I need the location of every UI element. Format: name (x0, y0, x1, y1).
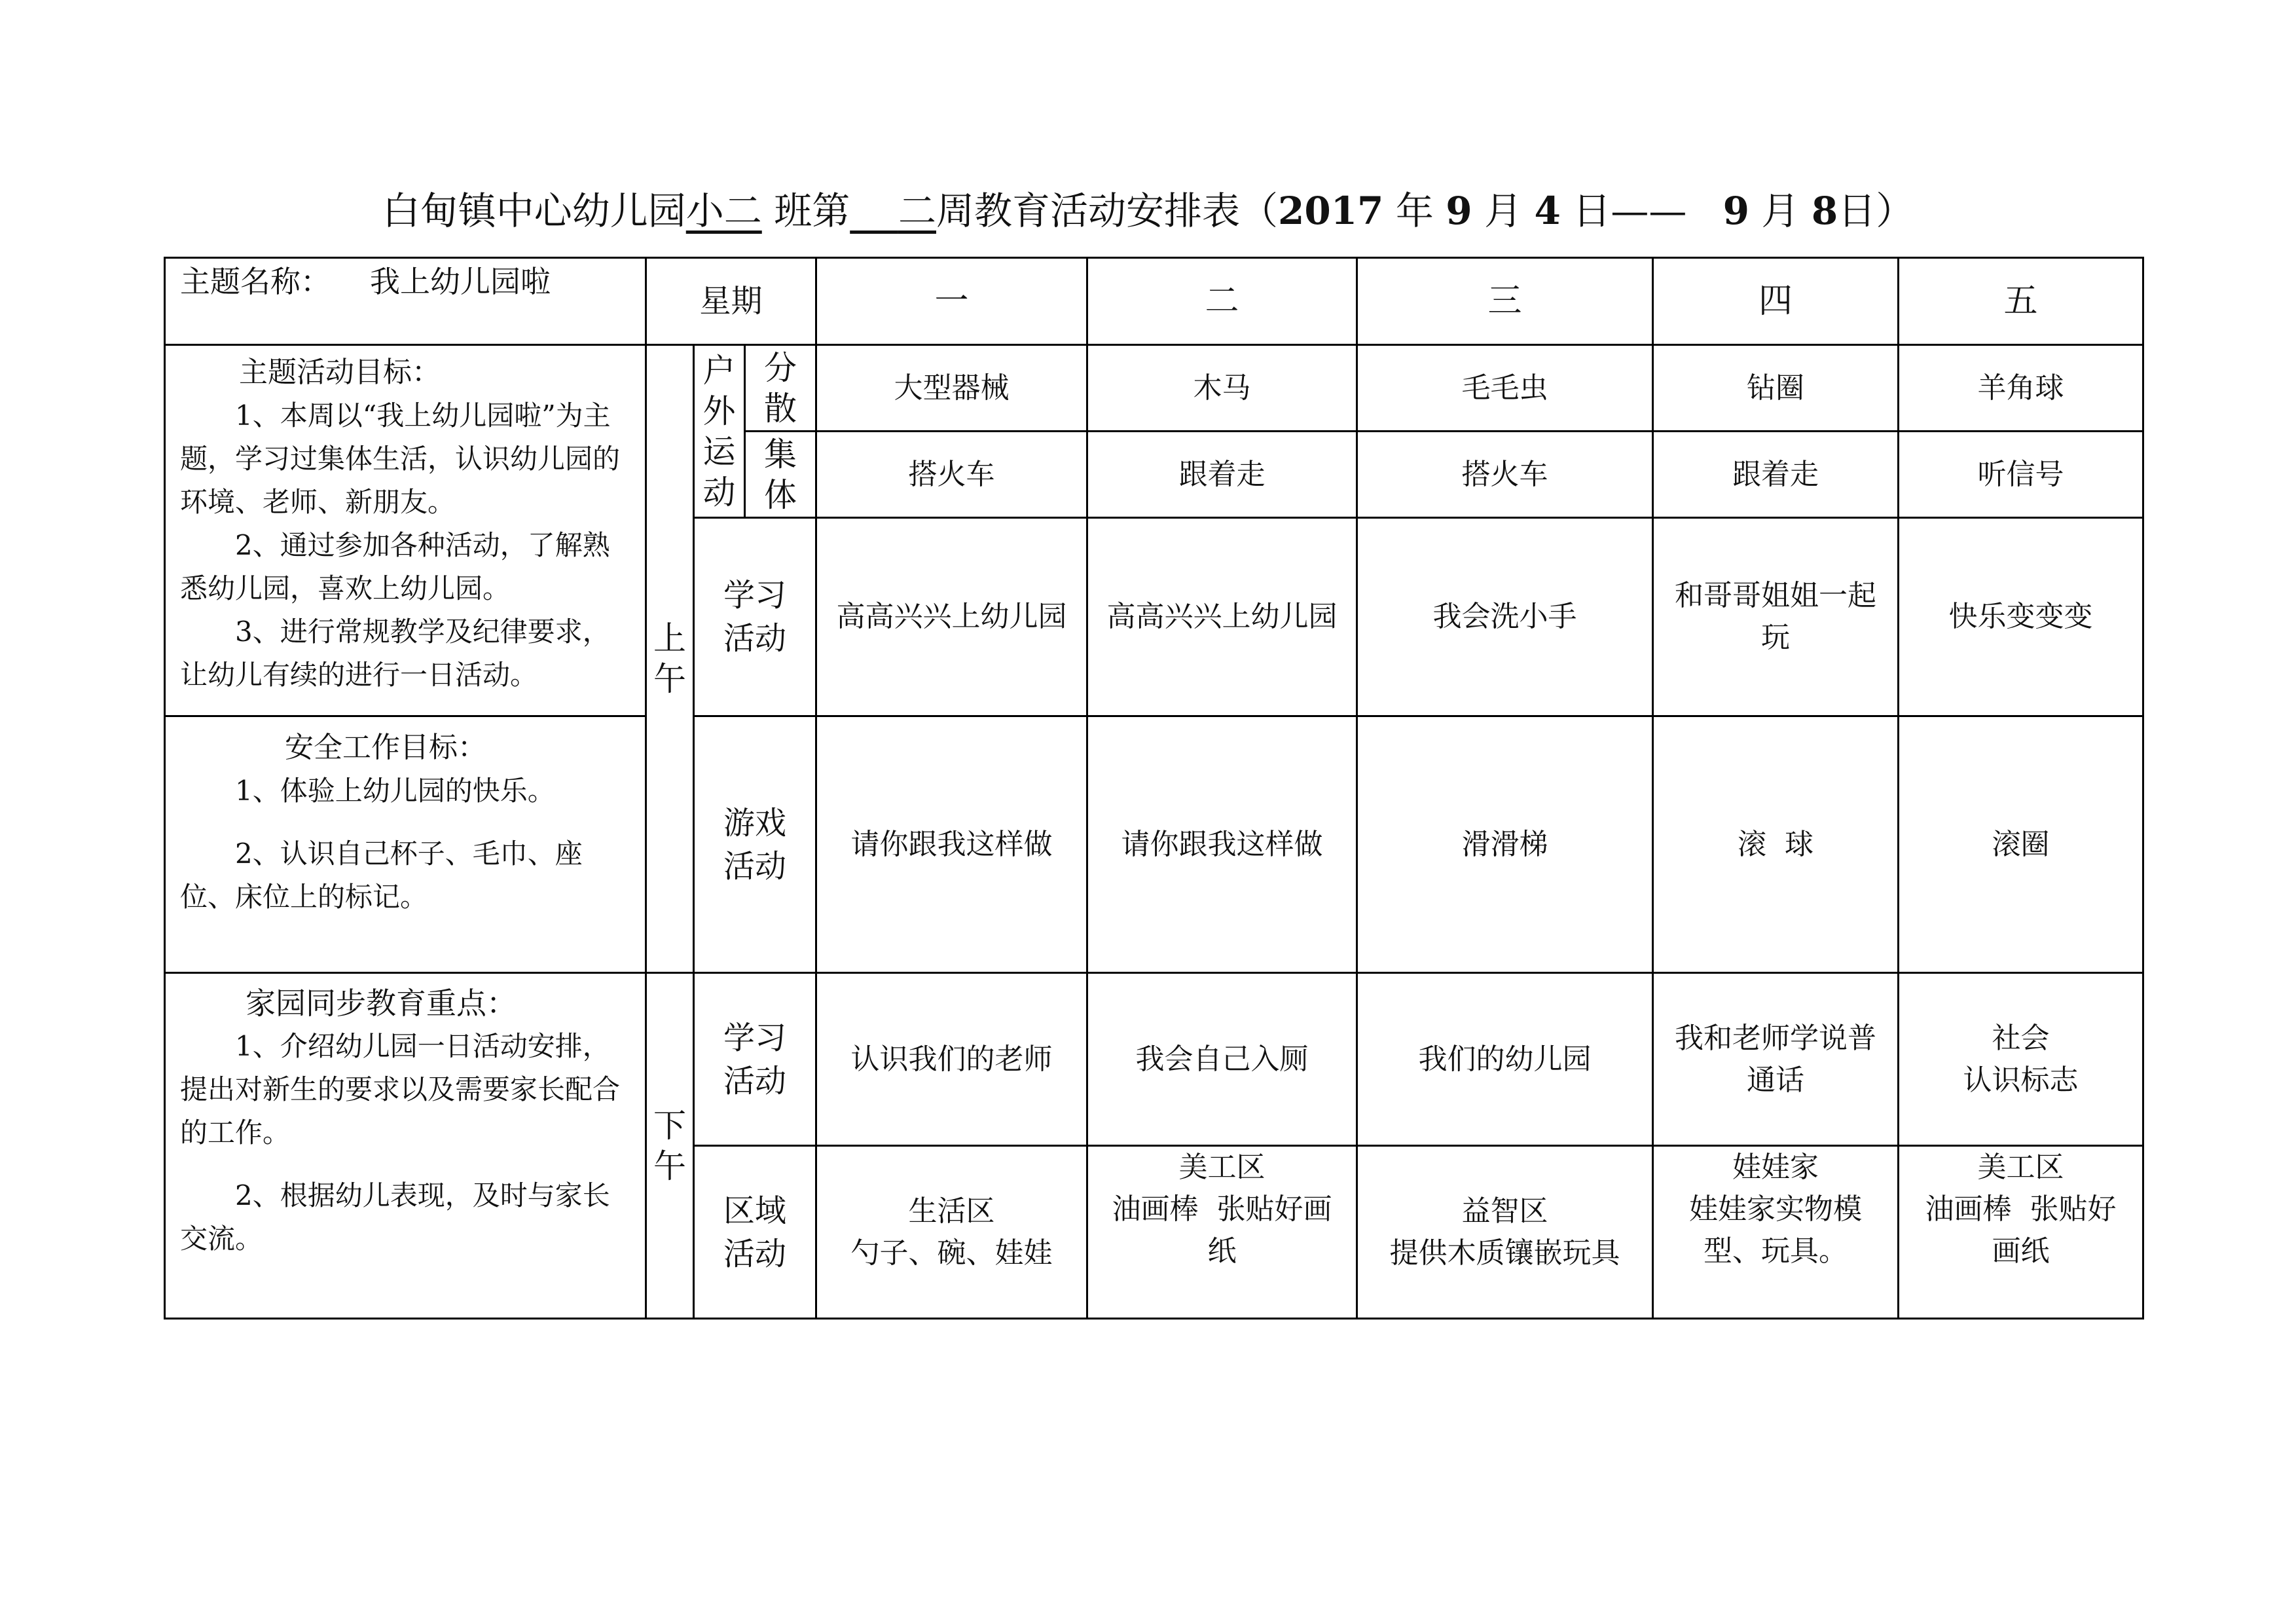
game-fri: 滚圈 (1899, 716, 2143, 973)
weekday-label: 星期 (646, 258, 816, 345)
safety-goals-cell (165, 716, 646, 973)
group-char: 集 (764, 435, 797, 473)
cell-line: 认识标志 (1963, 1063, 2079, 1097)
game-thu: 滚 球 (1653, 716, 1899, 973)
area-fri (1899, 1146, 2143, 1319)
cell-line: 勺子、碗、娃娃 (850, 1236, 1053, 1270)
outdoor-group-wed: 搭火车 (1357, 432, 1653, 518)
theme-value: 我上幼儿园啦 (370, 264, 551, 299)
outdoor-scattered-mon: 大型器械 (816, 345, 1087, 432)
cell-line: 快乐变变变 (1948, 600, 2093, 633)
outdoor-group-thu: 跟着走 (1653, 432, 1899, 518)
outdoor-char: 外 (702, 392, 736, 430)
page-title (0, 185, 2296, 237)
day-header-2: 二 (1087, 258, 1357, 345)
afternoon-study-tue (1087, 973, 1357, 1146)
cell-line: 型、玩具。 (1704, 1234, 1848, 1268)
title-start-day: 4 (1534, 189, 1561, 233)
outdoor-activity-label (694, 345, 745, 518)
cell-line: 高高兴兴上幼儿园 (836, 600, 1067, 633)
afternoon-study-label (694, 973, 816, 1146)
cell-line: 和哥哥姐姐一起 (1675, 579, 1877, 612)
morning-study-fri (1899, 518, 2143, 716)
afternoon-char: 下 (653, 1106, 686, 1145)
scattered-char: 分 (764, 348, 797, 387)
area-label-line: 活动 (723, 1235, 787, 1272)
outdoor-group-fri: 听信号 (1899, 432, 2143, 518)
afternoon-study-thu (1653, 973, 1899, 1146)
outdoor-group-mon: 搭火车 (816, 432, 1087, 518)
home-school-cell (165, 973, 646, 1319)
cell-line: 纸 (1207, 1234, 1237, 1268)
title-year: 2017 (1277, 189, 1384, 233)
title-class-name: 小二 (685, 189, 762, 233)
game-wed: 滑滑梯 (1357, 716, 1653, 973)
safety-goals-heading: 安全工作目标： (285, 731, 486, 764)
morning-study-thu (1653, 518, 1899, 716)
title-week (850, 189, 936, 233)
header-row (165, 258, 2143, 345)
cell-line: 益智区 (1461, 1194, 1548, 1228)
afternoon-char: 午 (653, 1147, 686, 1185)
game-activity-label (694, 716, 816, 973)
game-tue: 请你跟我这样做 (1087, 716, 1357, 973)
safety-goal-item: 2、认识自己杯子、毛巾、座位、床位上的标记。 (180, 838, 583, 913)
theme-goal-item: 2、通过参加各种活动，了解熟悉幼儿园，喜欢上幼儿园。 (180, 529, 610, 604)
morning-char: 午 (653, 660, 686, 698)
theme-goal-item: 3、进行常规教学及纪律要求，让幼儿有续的进行一日活动。 (180, 616, 610, 691)
outdoor-scattered-wed: 毛毛虫 (1357, 345, 1653, 432)
morning-study-label (694, 518, 816, 716)
cell-line: 我会自己入厕 (1135, 1042, 1309, 1076)
game-mon: 请你跟我这样做 (816, 716, 1087, 973)
scattered-label (745, 345, 816, 432)
cell-line: 我和老师学说普 (1675, 1021, 1877, 1055)
morning-study-tue (1087, 518, 1357, 716)
cell-line: 娃娃家实物模 (1689, 1192, 1863, 1226)
day-header-4: 四 (1653, 258, 1899, 345)
afternoon-study-mon (816, 973, 1087, 1146)
outdoor-group-tue: 跟着走 (1087, 432, 1357, 518)
game-label-line: 游戏 (723, 804, 787, 841)
title-end-day: 8 (1811, 189, 1838, 233)
cell-line: 我会洗小手 (1432, 600, 1577, 633)
game-label-line: 活动 (723, 847, 787, 885)
group-char: 体 (764, 475, 797, 514)
title-start-month: 9 (1446, 189, 1472, 233)
outdoor-scattered-thu: 钻圈 (1653, 345, 1899, 432)
area-mon (816, 1146, 1087, 1319)
afternoon-study-fri (1899, 973, 2143, 1146)
outdoor-scattered-row (165, 345, 2143, 432)
morning-study-label-line: 活动 (723, 620, 787, 657)
theme-goals-heading: 主题活动目标： (239, 356, 441, 389)
morning-study-wed (1357, 518, 1653, 716)
morning-char: 上 (653, 619, 686, 657)
home-school-heading: 家园同步教育重点： (246, 986, 517, 1021)
cell-line: 生活区 (908, 1194, 995, 1228)
title-month-suffix-1: 月 (1472, 189, 1535, 233)
game-row (165, 716, 2143, 973)
day-header-1: 一 (816, 258, 1087, 345)
area-tue (1087, 1146, 1357, 1319)
group-label (745, 432, 816, 518)
afternoon-study-label-line: 学习 (723, 1019, 787, 1056)
title-end-month: 9 (1722, 189, 1749, 233)
cell-line: 提供木质镶嵌玩具 (1389, 1236, 1620, 1270)
morning-study-mon (816, 518, 1087, 716)
title-year-suffix: 年 (1383, 189, 1446, 233)
title-week-value: 二 (898, 189, 936, 233)
day-header-3: 三 (1357, 258, 1653, 345)
cell-line: 通话 (1747, 1063, 1805, 1097)
theme-goal-item: 1、本周以“我上幼儿园啦”为主题，学习过集体生活，认识幼儿园的环境、老师、新朋友。 (180, 399, 621, 518)
cell-line: 美工区 (1178, 1151, 1266, 1184)
title-prefix: 白甸镇中心幼儿园 (382, 189, 686, 233)
theme-label: 主题名称： (180, 264, 331, 299)
afternoon-study-label-line: 活动 (723, 1062, 787, 1099)
schedule-table (164, 257, 2144, 1320)
cell-line: 娃娃家 (1732, 1151, 1819, 1184)
theme-name-cell (165, 258, 646, 345)
cell-line: 社会 (1992, 1021, 2050, 1055)
outdoor-char: 运 (702, 432, 736, 471)
afternoon-study-wed (1357, 973, 1653, 1146)
cell-line: 玩 (1761, 621, 1791, 654)
scattered-char: 散 (764, 389, 797, 428)
area-label-line: 区域 (723, 1192, 787, 1229)
theme-goals-cell (165, 345, 646, 716)
outdoor-char: 户 (702, 351, 736, 390)
day-header-5: 五 (1899, 258, 2143, 345)
morning-period-label (646, 345, 694, 973)
outdoor-scattered-tue: 木马 (1087, 345, 1357, 432)
title-day-range: 日—— (1560, 189, 1723, 233)
cell-line: 油画棒 张贴好画 (1112, 1192, 1332, 1226)
title-month-suffix-2: 月 (1749, 189, 1812, 233)
title-class-suffix: 班第 (761, 189, 850, 233)
home-school-item: 2、根据幼儿表现，及时与家长交流。 (180, 1179, 610, 1255)
title-mid: 周教育活动安排表（ (936, 189, 1278, 233)
cell-line: 油画棒 张贴好 (1925, 1192, 2117, 1226)
cell-line: 画纸 (1992, 1234, 2050, 1268)
cell-line: 认识我们的老师 (850, 1042, 1053, 1076)
cell-line: 我们的幼儿园 (1418, 1042, 1592, 1076)
area-wed (1357, 1146, 1653, 1319)
home-school-item: 1、介绍幼儿园一日活动安排，提出对新生的要求以及需要家长配合的工作。 (180, 1030, 621, 1149)
cell-line: 高高兴兴上幼儿园 (1106, 600, 1338, 633)
morning-study-label-line: 学习 (723, 577, 787, 614)
outdoor-scattered-fri: 羊角球 (1899, 345, 2143, 432)
cell-line: 美工区 (1977, 1151, 2064, 1184)
afternoon-period-label (646, 973, 694, 1319)
area-activity-label (694, 1146, 816, 1319)
safety-goal-item: 1、体验上幼儿园的快乐。 (235, 775, 555, 807)
title-closing: 日） (1838, 189, 1914, 233)
afternoon-study-row (165, 973, 2143, 1146)
outdoor-char: 动 (702, 473, 736, 511)
area-thu (1653, 1146, 1899, 1319)
